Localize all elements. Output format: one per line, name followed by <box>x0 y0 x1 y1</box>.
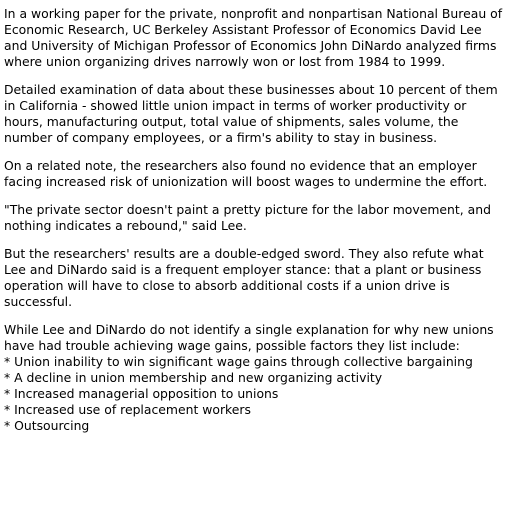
paragraph-nber-working-paper: In a working paper for the private, nonprofit and nonpartisan National Bureau of Economic Research, UC Berkeley Assistant Professor of Economics David Lee and University of Michigan Professor of Economics John DiNardo analyzed firms where union organizing drives narrowly won or lost from 1984 to 1999. <box>4 6 503 69</box>
article-body <box>4 6 504 434</box>
paragraph-double-edged-sword: But the researchers' results are a double-edged sword. They also refute what Lee and DiNardo said is a frequent employer stance: that a plant or business operation will have to close to absorb additional costs if a union drive is successful. <box>4 246 484 309</box>
list-item: * Outsourcing <box>4 418 90 433</box>
paragraph-data-examination: Detailed examination of data about these businesses about 10 percent of them in California - showed little union impact in terms of worker productivity or hours, manufacturing output, total value of shipments, sales volume, the number of company employees, or a firm's ability to stay in business. <box>4 82 498 145</box>
paragraph-lee-quote: "The private sector doesn't paint a pretty picture for the labor movement, and nothing indicates a rebound," said Lee. <box>4 202 491 233</box>
list-item: * Increased use of replacement workers <box>4 402 251 417</box>
list-item: * Union inability to win significant wage gains through collective bargaining <box>4 354 473 369</box>
factors-section <box>4 322 504 434</box>
list-item: * Increased managerial opposition to unions <box>4 386 279 401</box>
paragraph-possible-factors: While Lee and DiNardo do not identify a single explanation for why new unions have had trouble achieving wage gains, possible factors they list include: <box>4 322 494 353</box>
list-item: * A decline in union membership and new organizing activity <box>4 370 383 385</box>
factors-list <box>4 354 504 434</box>
paragraph-related-note: On a related note, the researchers also found no evidence that an employer facing increased risk of unionization will boost wages to undermine the effort. <box>4 158 488 189</box>
